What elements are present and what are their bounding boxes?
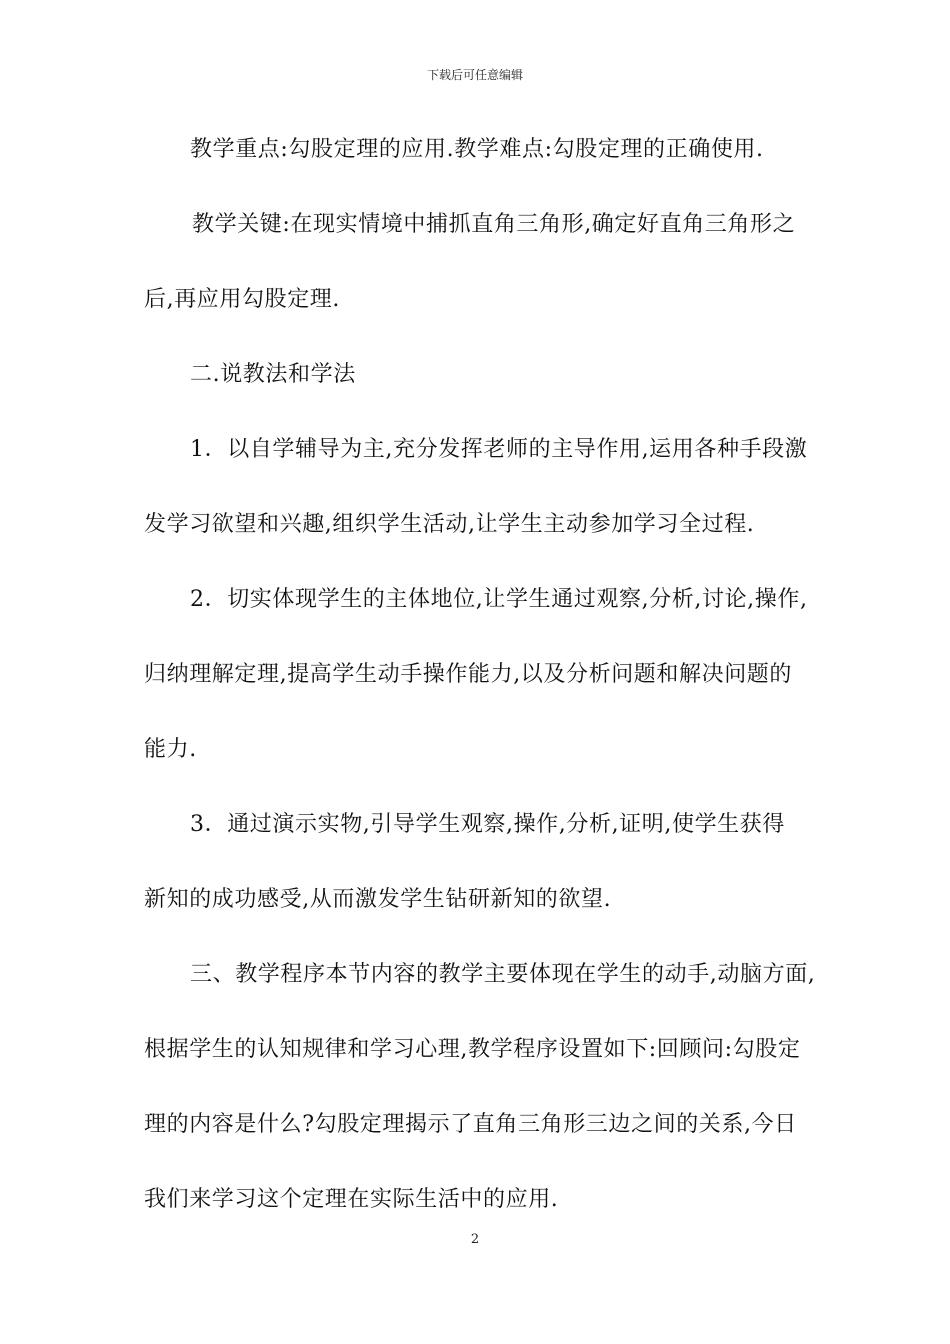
text-line: 1．以自学辅导为主,充分发挥老师的主导作用,运用各种手段激 [190, 437, 808, 462]
text-line: 教学关键:在现实情境中捕抓直角三角形,确定好直角三角形之 [192, 212, 796, 237]
text-line: 我们来学习这个定理在实际生活中的应用. [144, 1187, 559, 1212]
text-line: 发学习欲望和兴趣,组织学生活动,让学生主动参加学习全过程. [144, 512, 755, 537]
section-heading: 二.说教法和学法 [190, 362, 356, 387]
text-line: 归纳理解定理,提高学生动手操作能力,以及分析问题和解决问题的 [144, 662, 792, 687]
text-line: 新知的成功感受,从而激发学生钻研新知的欲望. [144, 887, 612, 912]
page-number: 2 [470, 1232, 480, 1247]
text-line: 能力. [144, 737, 197, 762]
text-line: 理的内容是什么?勾股定理揭示了直角三角形三边之间的关系,今日 [144, 1112, 797, 1137]
text-line: 根据学生的认知规律和学习心理,教学程序设置如下:回顾问:勾股定 [144, 1037, 801, 1062]
text-line: 2．切实体现学生的主体地位,让学生通过观察,分析,讨论,操作, [190, 587, 808, 612]
page-header: 下载后可任意编辑 [426, 68, 523, 82]
text-line: 三、教学程序本节内容的教学主要体现在学生的动手,动脑方面, [190, 962, 816, 987]
text-line: 后,再应用勾股定理. [144, 287, 340, 312]
text-line: 3．通过演示实物,引导学生观察,操作,分析,证明,使学生获得 [190, 812, 785, 837]
text-line: 教学重点:勾股定理的应用.教学难点:勾股定理的正确使用. [190, 137, 764, 162]
